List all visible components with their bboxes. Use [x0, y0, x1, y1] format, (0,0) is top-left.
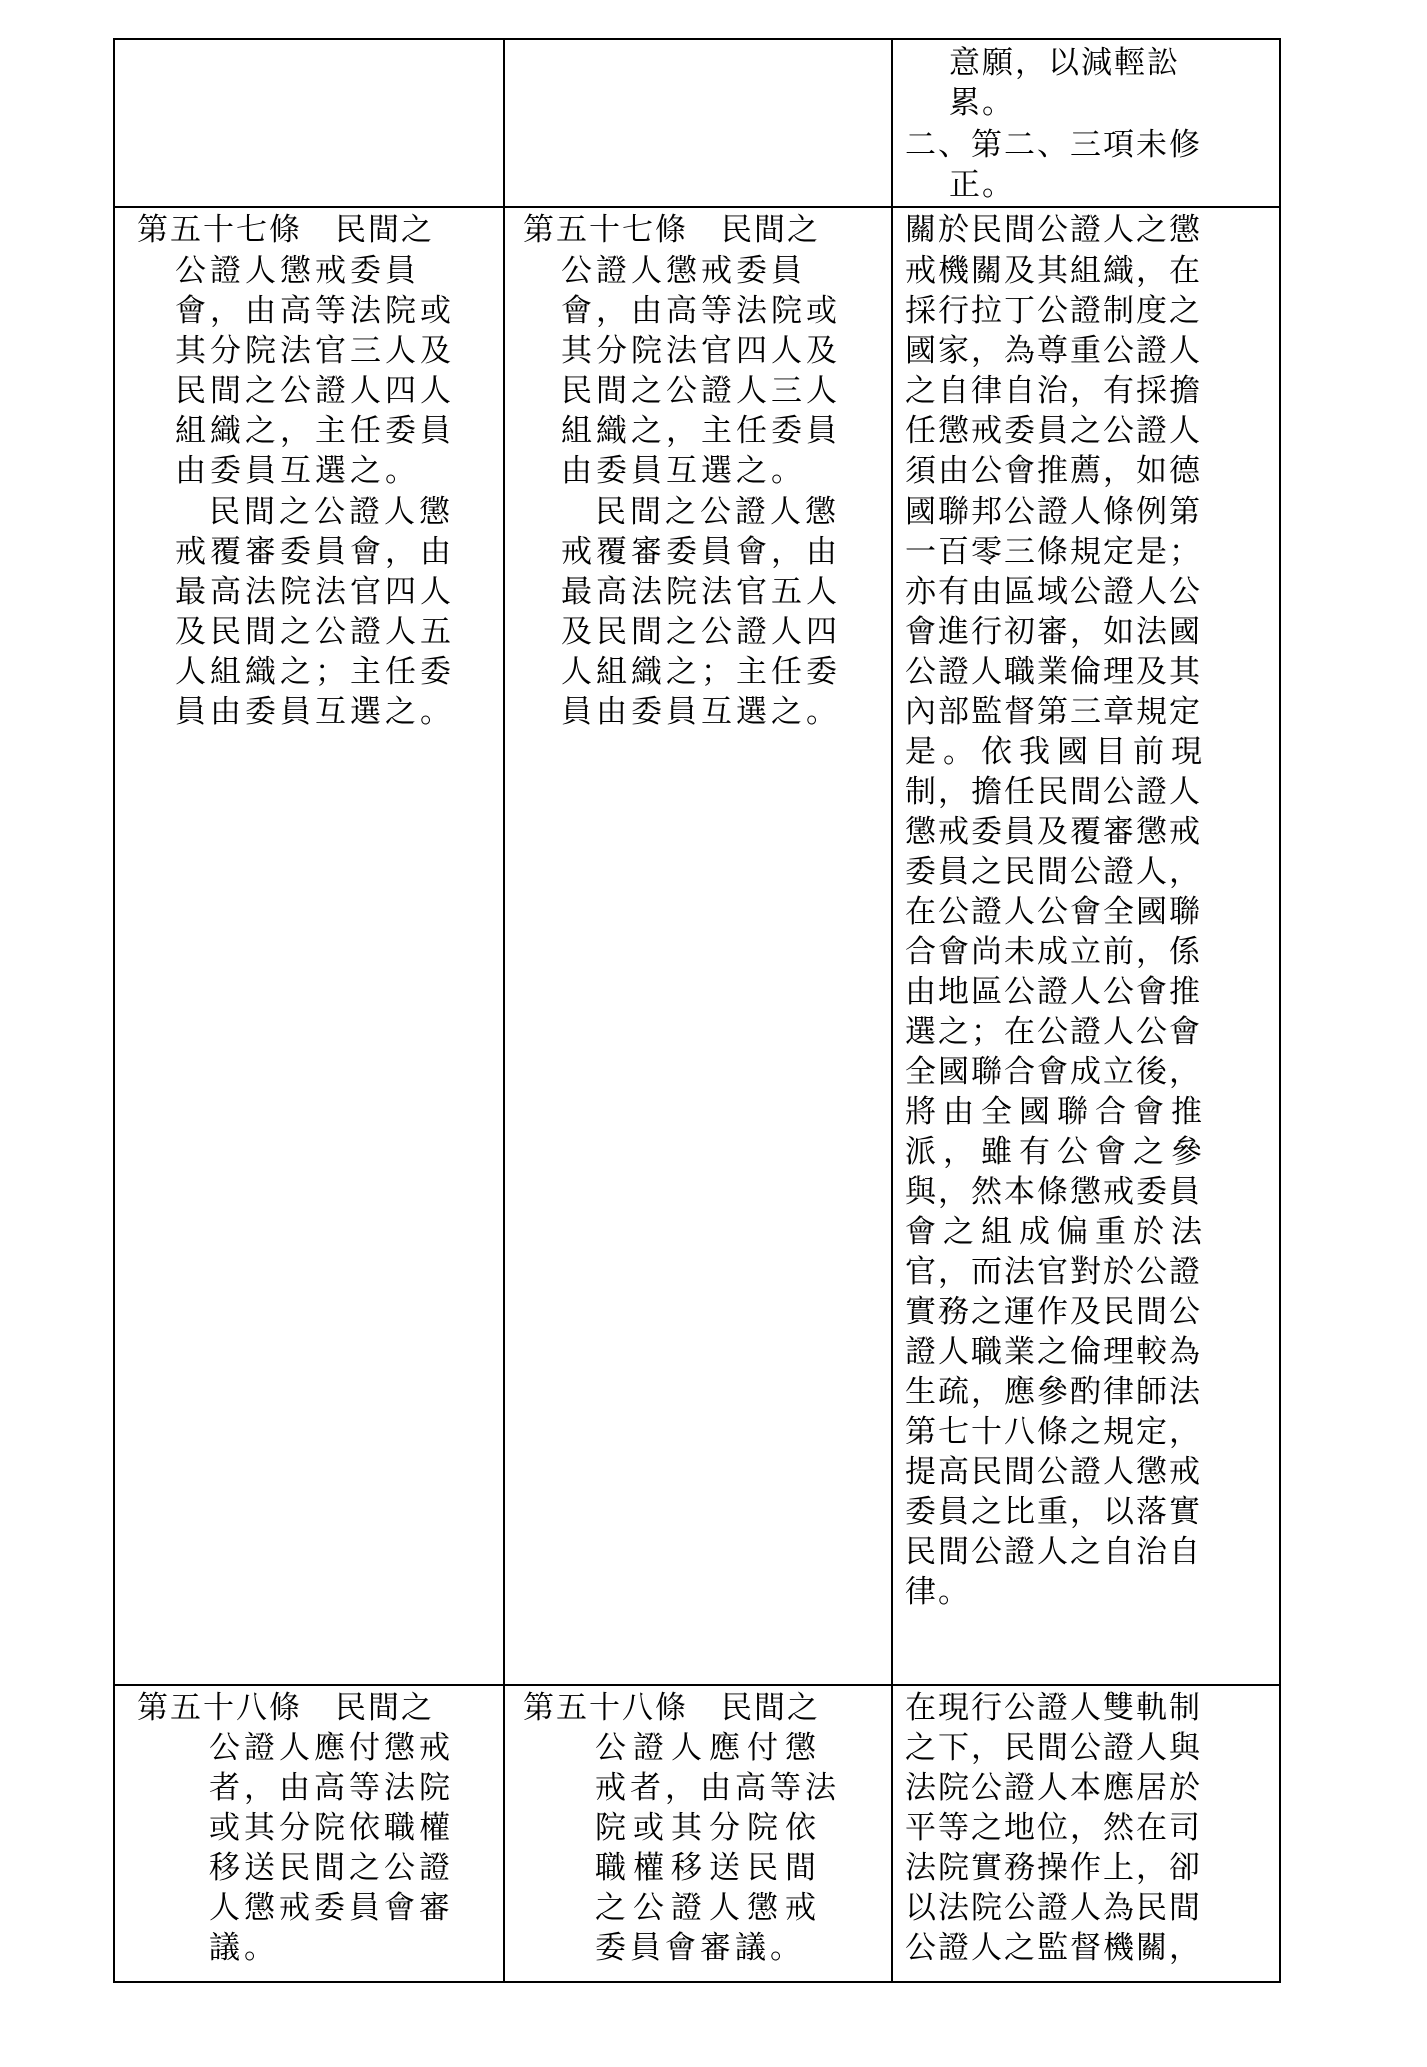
- text-line: 民間公證人之自治自: [905, 1534, 1202, 1570]
- text-line: 戒覆審委員會，由: [561, 534, 841, 570]
- text-line: 選之；在公證人公會: [905, 1014, 1202, 1050]
- text-line: 將由全國聯合會推: [905, 1094, 1209, 1130]
- text-line: 一百零三條規定是；: [905, 534, 1202, 570]
- text-line: 公證人之監督機關，: [905, 1930, 1202, 1966]
- text-line: 任懲戒委員之公證人: [905, 413, 1202, 449]
- text-line: 全國聯合會成立後，: [905, 1054, 1202, 1090]
- text-line: 組織之，主任委員: [561, 413, 841, 449]
- text-line: 民間之公證人四人: [175, 373, 455, 409]
- text-line: 國家，為尊重公證人: [905, 333, 1202, 369]
- text-line: 採行拉丁公證制度之: [905, 293, 1202, 329]
- text-line: 生疏，應參酌律師法: [905, 1374, 1202, 1410]
- article-57-current-text: [503, 206, 891, 1684]
- text-line: 內部監督第三章規定: [905, 694, 1202, 730]
- text-line: 公證人應付懲: [595, 1730, 823, 1766]
- text-line: 累。: [949, 85, 1015, 121]
- text-line: 制，擔任民間公證人: [905, 774, 1202, 810]
- article-58-current-text: [503, 1684, 891, 1983]
- text-line: 之公證人懲戒: [595, 1890, 823, 1926]
- text-line: 實務之運作及民間公: [905, 1294, 1202, 1330]
- text-line: 在現行公證人雙軌制: [905, 1690, 1202, 1726]
- text-line: 組織之，主任委員: [175, 413, 455, 449]
- text-line: 人懲戒委員會審: [209, 1890, 454, 1926]
- text-line: 由地區公證人公會推: [905, 974, 1202, 1010]
- text-line: 及民間之公證人四: [561, 614, 841, 650]
- text-line: 人組織之；主任委: [561, 654, 841, 690]
- article-57-explanation: [891, 206, 1279, 1684]
- text-line: 法院公證人本應居於: [905, 1770, 1202, 1806]
- text-line: 在公證人公會全國聯: [905, 894, 1202, 930]
- text-line: 二、第二、三項未修: [905, 127, 1202, 163]
- text-line: 合會尚未成立前，係: [905, 934, 1202, 970]
- text-line: 民間之公證人懲: [595, 494, 840, 530]
- text-line: 公證人職業倫理及其: [905, 654, 1202, 690]
- comparison-table: [113, 38, 1281, 1983]
- text-line: 會之組成偏重於法: [905, 1214, 1209, 1250]
- text-line: 戒機關及其組織，在: [905, 253, 1202, 289]
- text-line: 派，雖有公會之參: [905, 1134, 1209, 1170]
- text-line: 關於民間公證人之懲: [905, 212, 1202, 248]
- text-line: 院或其分院依: [595, 1810, 823, 1846]
- text-line: 意願，以減輕訟: [949, 45, 1180, 81]
- text-line: 公證人應付懲戒: [209, 1730, 454, 1766]
- text-line: 第五十八條 民間之: [137, 1690, 434, 1726]
- text-line: 國聯邦公證人條例第: [905, 494, 1202, 530]
- text-line: 平等之地位，然在司: [905, 1810, 1202, 1846]
- text-line: 會，由高等法院或: [561, 293, 841, 329]
- text-line: 須由公會推薦，如德: [905, 453, 1202, 489]
- text-line: 委員之比重，以落實: [905, 1494, 1202, 1530]
- article-57-amended-text: [115, 206, 503, 1684]
- text-line: 第五十七條 民間之: [523, 212, 820, 248]
- text-line: 委員之民間公證人，: [905, 854, 1202, 890]
- text-line: 亦有由區域公證人公: [905, 574, 1202, 610]
- text-line: 與，然本條懲戒委員: [905, 1174, 1202, 1210]
- article-58-explanation: [891, 1684, 1279, 1983]
- text-line: 民間之公證人三人: [561, 373, 841, 409]
- text-line: 證人職業之倫理較為: [905, 1334, 1202, 1370]
- text-line: 者，由高等法院: [209, 1770, 454, 1806]
- text-line: 是。依我國目前現: [905, 734, 1209, 770]
- text-line: 以法院公證人為民間: [905, 1890, 1202, 1926]
- text-line: 議。: [209, 1930, 279, 1966]
- text-line: 提高民間公證人懲戒: [905, 1454, 1202, 1490]
- text-line: 其分院法官三人及: [175, 333, 455, 369]
- text-line: 之自律自治，有採擔: [905, 373, 1202, 409]
- text-line: 會，由高等法院或: [175, 293, 455, 329]
- text-line: 人組織之；主任委: [175, 654, 455, 690]
- text-line: 法院實務操作上，卻: [905, 1850, 1202, 1886]
- row1-col1-cell: [115, 40, 503, 206]
- text-line: 最高法院法官四人: [175, 574, 455, 610]
- text-line: 移送民間之公證: [209, 1850, 454, 1886]
- article-58-amended-text: [115, 1684, 503, 1983]
- text-line: 由委員互選之。: [561, 453, 806, 489]
- text-line: 及民間之公證人五: [175, 614, 455, 650]
- row1-col3-explanation: [891, 40, 1279, 206]
- text-line: 或其分院依職權: [209, 1810, 454, 1846]
- text-line: 懲戒委員及覆審懲戒: [905, 814, 1202, 850]
- text-line: 職權移送民間: [595, 1850, 823, 1886]
- text-line: 第七十八條之規定，: [905, 1414, 1202, 1450]
- text-line: 公證人懲戒委員: [175, 253, 420, 289]
- text-line: 員由委員互選之。: [175, 694, 455, 730]
- text-line: 員由委員互選之。: [561, 694, 841, 730]
- text-line: 民間之公證人懲: [209, 494, 454, 530]
- text-line: 會進行初審，如法國: [905, 614, 1202, 650]
- text-line: 戒覆審委員會，由: [175, 534, 455, 570]
- text-line: 正。: [949, 167, 1015, 203]
- text-line: 最高法院法官五人: [561, 574, 841, 610]
- text-line: 官，而法官對於公證: [905, 1254, 1202, 1290]
- text-line: 戒者，由高等法: [595, 1770, 840, 1806]
- text-line: 律。: [905, 1574, 971, 1610]
- row1-col2-cell: [503, 40, 891, 206]
- text-line: 公證人懲戒委員: [561, 253, 806, 289]
- text-line: 第五十八條 民間之: [523, 1690, 820, 1726]
- text-line: 第五十七條 民間之: [137, 212, 434, 248]
- text-line: 委員會審議。: [595, 1930, 805, 1966]
- text-line: 由委員互選之。: [175, 453, 420, 489]
- text-line: 之下，民間公證人與: [905, 1730, 1202, 1766]
- text-line: 其分院法官四人及: [561, 333, 841, 369]
